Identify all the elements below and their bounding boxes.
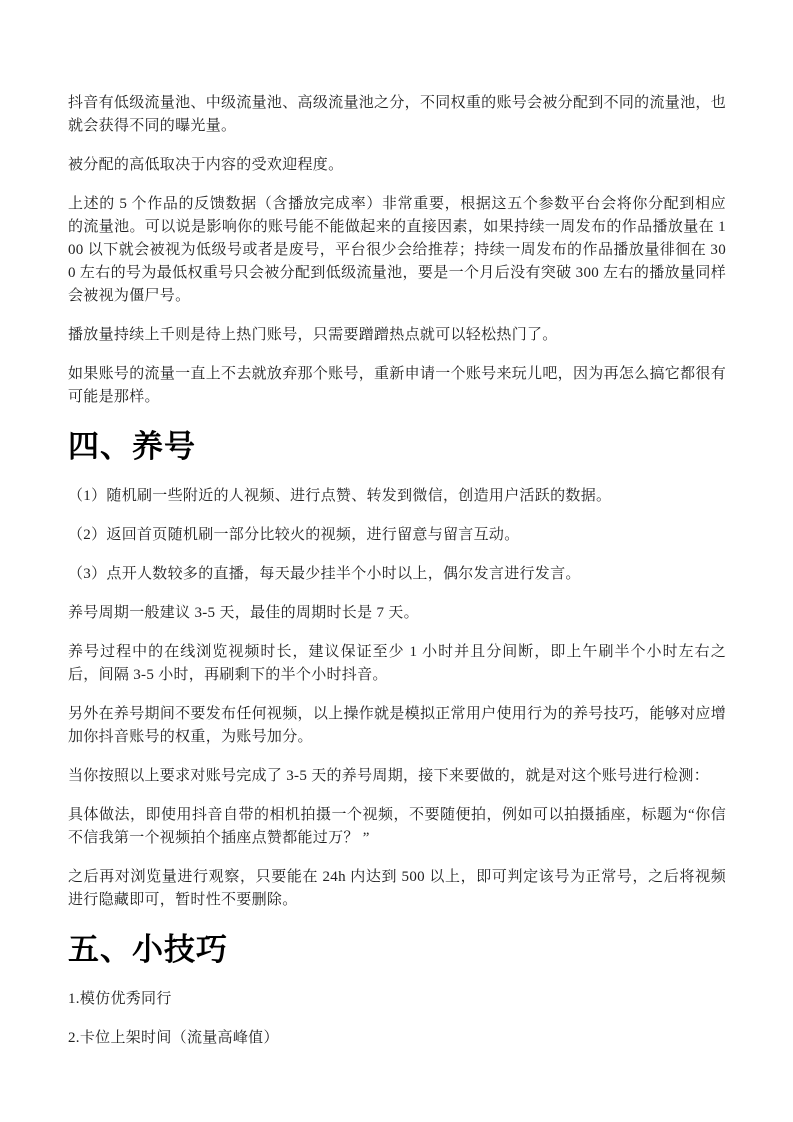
- paragraph-abandon-account: 如果账号的流量一直上不去就放弃那个账号，重新申请一个账号来玩儿吧，因为再怎么搞它都很有可能是那样。: [68, 366, 726, 405]
- paragraph-allocation-basis: 被分配的高低取决于内容的受欢迎程度。: [68, 157, 344, 173]
- paragraph-cycle-duration: 养号周期一般建议 3-5 天，最佳的周期时长是 7 天。: [68, 605, 419, 621]
- paragraph-traffic-pools: 抖音有低级流量池、中级流量池、高级流量池之分，不同权重的账号会被分配到不同的流量池，也就会获得不同的曝光量。: [68, 95, 726, 134]
- tip-item-2: 2.卡位上架时间（流量高峰值）: [68, 1030, 279, 1046]
- paragraph-step-3: （3）点开人数较多的直播，每天最少挂半个小时以上，偶尔发言进行发言。: [68, 566, 581, 582]
- paragraph-observe-views: 之后再对浏览量进行观察，只要能在 24h 内达到 500 以上，即可判定该号为正常号，之后将视频进行隐藏即可，暂时性不要删除。: [68, 869, 726, 908]
- tip-item-1: 1.模仿优秀同行: [68, 991, 172, 1007]
- paragraph-check-method: 具体做法，即使用抖音自带的相机拍摄一个视频，不要随便拍，例如可以拍摄插座，标题为“你信不信我第一个视频拍个插座点赞都能过万？ ”: [68, 807, 726, 846]
- paragraph-hot-account: 播放量持续上千则是待上热门账号，只需要蹭蹭热点就可以轻松热门了。: [68, 327, 558, 343]
- paragraph-feedback-data: 上述的 5 个作品的反馈数据（含播放完成率）非常重要，根据这五个参数平台会将你分配到相应的流量池。可以说是影响你的账号能不能做起来的直接因素，如果持续一周发布的作品播放量在 100 以下就会被视为低级号或者是废号，平台很少会给推荐；持续一周发布的作品播放量徘徊在 300 左右的号为最低权重号只会被分配到低级流量池，要是一个月后没有突破 300 左右的播放量同样会被视为僵尸号。: [68, 196, 726, 304]
- section-heading-yanghao: 四、养号: [68, 429, 196, 464]
- paragraph-account-check: 当你按照以上要求对账号完成了 3-5 天的养号周期，接下来要做的，就是对这个账号进行检测：: [68, 768, 709, 784]
- paragraph-browse-duration: 养号过程中的在线浏览视频时长，建议保证至少 1 小时并且分间断，即上午刷半个小时左右之后，间隔 3-5 小时，再刷剩下的半个小时抖音。: [68, 644, 726, 683]
- paragraph-step-1: （1）随机刷一些附近的人视频、进行点赞、转发到微信，创造用户活跃的数据。: [68, 488, 612, 504]
- paragraph-step-2: （2）返回首页随机刷一部分比较火的视频，进行留意与留言互动。: [68, 527, 520, 543]
- section-heading-xiaojiqiao: 五、小技巧: [68, 932, 228, 967]
- paragraph-no-publish: 另外在养号期间不要发布任何视频，以上操作就是模拟正常用户使用行为的养号技巧，能够对应增加你抖音账号的权重，为账号加分。: [68, 706, 726, 745]
